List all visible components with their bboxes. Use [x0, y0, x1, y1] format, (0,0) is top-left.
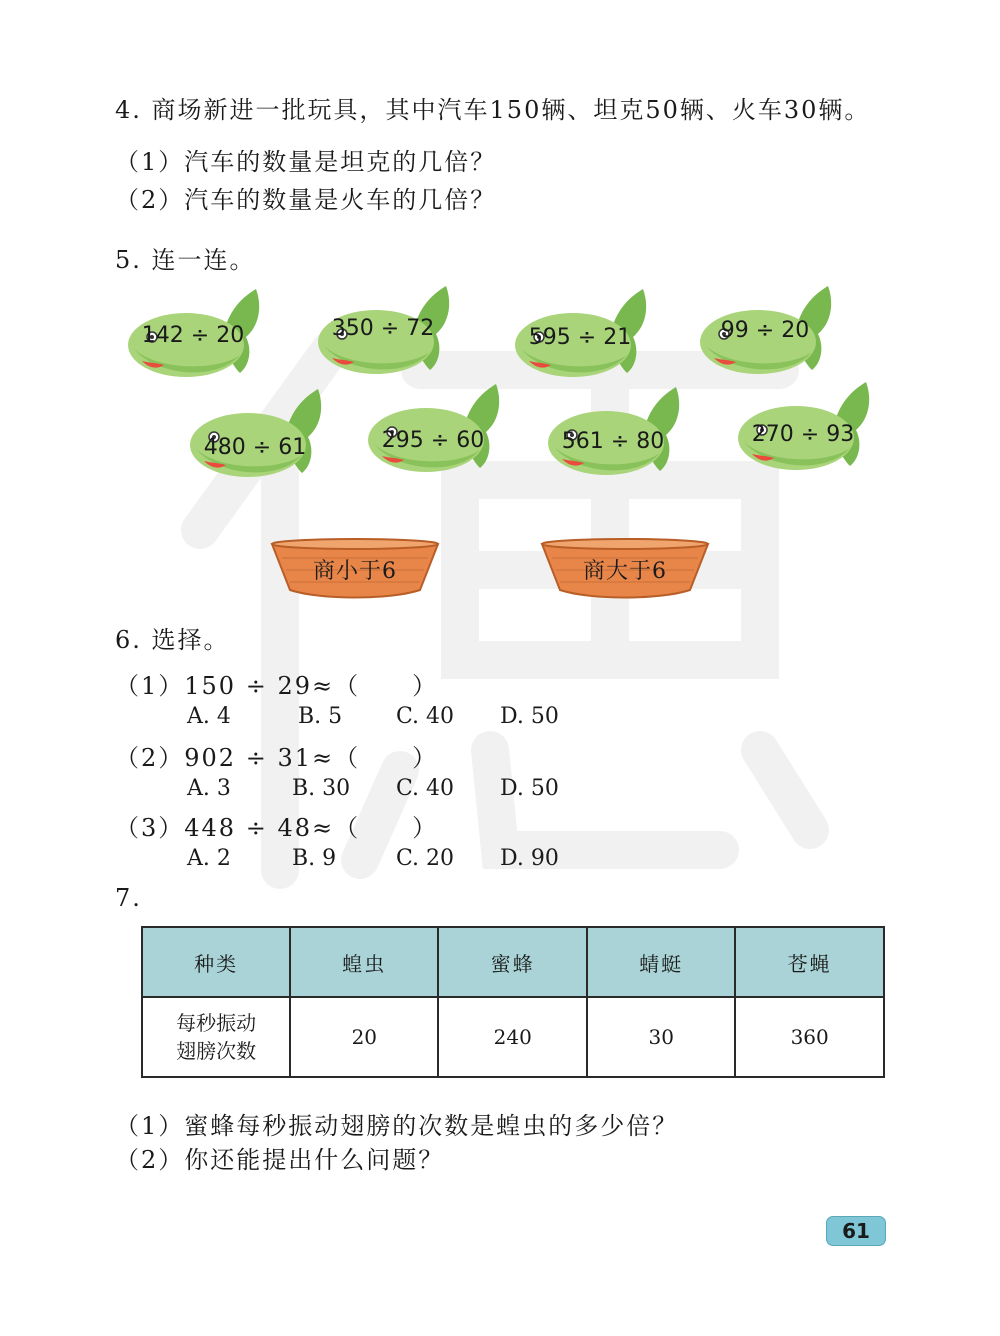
table-header-cell: 苍蝇 [735, 927, 884, 997]
fish-4[interactable] [700, 282, 840, 382]
fish-label: 295 ÷ 60 [381, 428, 485, 453]
q6-item2-option-a[interactable]: A. 3 [187, 776, 231, 801]
table-cell: 240 [438, 997, 587, 1077]
page-number: 61 [826, 1216, 886, 1246]
table-row [142, 997, 884, 1077]
q6-item1-question: （1）150 ÷ 29≈（ ） [115, 672, 439, 700]
basket-label: 商大于6 [583, 559, 667, 584]
table-header-cell: 蝗虫 [290, 927, 438, 997]
q4-sub1: （1）汽车的数量是坦克的几倍？ [115, 148, 497, 176]
fish-label: 595 ÷ 21 [528, 325, 632, 350]
table-header-cell: 种类 [142, 927, 290, 997]
fish-label: 142 ÷ 20 [141, 323, 245, 348]
q7-stem: 7. [115, 884, 142, 912]
fish-label: 270 ÷ 93 [751, 422, 855, 447]
table-cell: 30 [587, 997, 735, 1077]
fish-label: 480 ÷ 61 [203, 435, 307, 460]
q6-item2-question: （2）902 ÷ 31≈（ ） [115, 744, 439, 772]
basket-label: 商小于6 [313, 559, 397, 584]
q4-sub2: （2）汽车的数量是火车的几倍？ [115, 186, 497, 214]
fish-7[interactable] [548, 383, 688, 483]
q6-item3-option-a[interactable]: A. 2 [187, 846, 231, 871]
table-header-row [142, 927, 884, 997]
fish-1[interactable] [128, 285, 268, 385]
q6-item2-option-c[interactable]: C. 40 [396, 776, 455, 801]
fish-3[interactable] [515, 285, 655, 385]
table-cell: 360 [735, 997, 884, 1077]
q6-item1-option-c[interactable]: C. 40 [396, 704, 455, 729]
table-cell: 20 [290, 997, 438, 1077]
q6-item1-option-a[interactable]: A. 4 [187, 704, 231, 729]
fish-5[interactable] [190, 385, 330, 485]
q6-item3-question: （3）448 ÷ 48≈（ ） [115, 814, 439, 842]
row-label-line: 每秒振动 [176, 1011, 257, 1035]
q6-item3-option-b[interactable]: B. 9 [292, 846, 337, 871]
fish-2[interactable] [318, 282, 458, 382]
q6-stem: 6. 选择。 [115, 626, 230, 654]
table-header-cell: 蜜蜂 [438, 927, 587, 997]
basket-greater-than-6[interactable] [540, 538, 710, 600]
q6-item3-option-d[interactable]: D. 90 [500, 846, 559, 871]
q6-item1-option-b[interactable]: B. 5 [298, 704, 343, 729]
q6-item3-option-c[interactable]: C. 20 [396, 846, 455, 871]
q6-item2-option-d[interactable]: D. 50 [500, 776, 559, 801]
table-header-cell: 蜻蜓 [587, 927, 735, 997]
q4-stem: 4. 商场新进一批玩具，其中汽车150辆、坦克50辆、火车30辆。 [115, 96, 871, 124]
fish-6[interactable] [368, 380, 508, 480]
fish-label: 350 ÷ 72 [331, 316, 435, 341]
q6-item1-option-d[interactable]: D. 50 [500, 704, 559, 729]
wing-beat-table [141, 926, 885, 1078]
q7-sub1: （1）蜜蜂每秒振动翅膀的次数是蝗虫的多少倍？ [115, 1112, 679, 1140]
q6-item2-option-b[interactable]: B. 30 [292, 776, 351, 801]
fish-label: 561 ÷ 80 [561, 429, 665, 454]
fish-8[interactable] [738, 378, 878, 478]
basket-less-than-6[interactable] [270, 538, 440, 600]
q7-sub2: （2）你还能提出什么问题？ [115, 1146, 445, 1174]
row-label-line: 翅膀次数 [176, 1039, 257, 1063]
table-row-label [142, 997, 290, 1077]
q5-stem: 5. 连一连。 [115, 246, 256, 274]
fish-label: 99 ÷ 20 [720, 318, 810, 343]
